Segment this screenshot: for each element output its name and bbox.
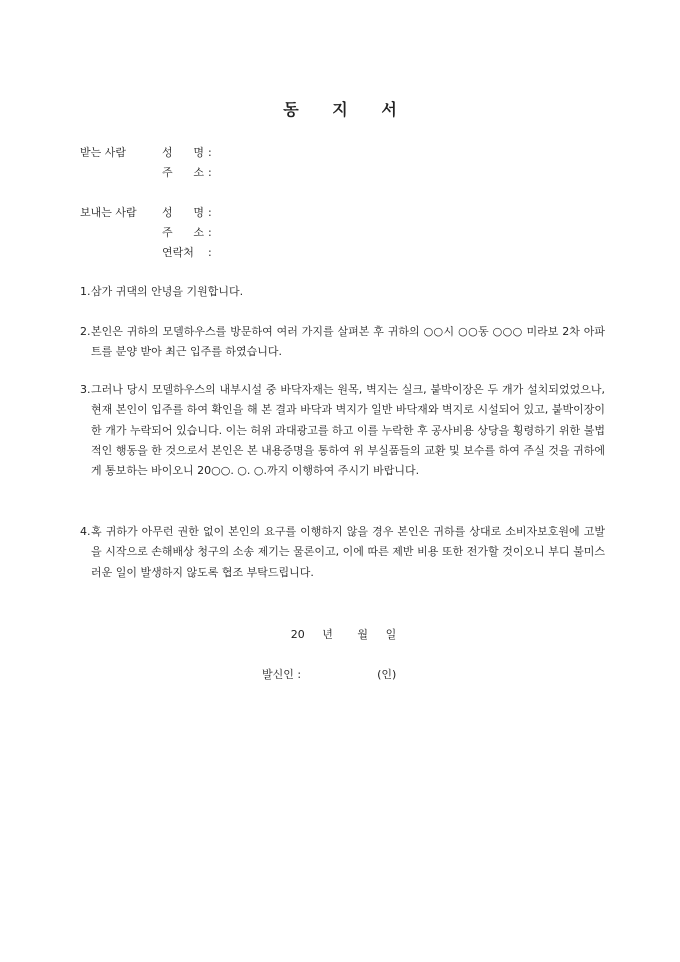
title-char: 지 [332,100,348,119]
recipient-address-row [162,164,212,182]
field-label: 성 명 [162,206,204,219]
paragraph-4 [80,522,605,583]
paragraph-1 [80,282,605,302]
date-year-value: 20 [290,628,305,641]
sender-role: 보내는 사람 [80,206,137,219]
paragraph-text: 그러나 당시 모델하우스의 내부시설 중 바닥자재는 원목, 벽지는 실크, 붙박이장은 두 개가 설치되었었으나, 현재 본인이 입주를 하여 확인을 해 본 결과 바닥과 벽지가 일반 바닥재와 벽지로 시설되어 있고, 붙박이장이 한 개가 누락되어 있습니다. 이는 허위 과대광고를 하고 이를 누락한 후 공사비용 상당을 횡령하기 위한 불법적인 행동을 한 것으로서 본인은 본 내용증명을 통하여 위 부실품들의 교환 및 보수를 하여 주실 것을 귀하에게 통보하는 바이오니 20○○. ○. ○.까지 이행하여 주시기 바랍니다. [91,383,605,478]
sender-address-row [162,224,212,242]
paragraph-3 [80,380,605,481]
field-label: 연락처 [162,246,194,259]
date-year-unit: 년 [322,628,333,641]
title-char: 동 [283,100,299,119]
field-colon: : [208,146,212,159]
paragraph-text: 본인은 귀하의 모델하우스를 방문하여 여러 가지를 살펴본 후 귀하의 ○○시 ○○동 ○○○ 미라보 2차 아파트를 분양 받아 최근 입주를 하였습니다. [91,325,605,359]
recipient-role: 받는 사람 [80,146,127,159]
paragraph-number: 1. [80,285,91,298]
field-label: 주 소 [162,226,204,239]
recipient-name-row [162,144,212,162]
signature-line [262,666,396,682]
paragraph-number: 3. [80,383,91,396]
date-year [284,626,340,642]
field-colon: : [208,166,212,179]
field-colon: : [208,246,212,259]
paragraph-2 [80,322,605,363]
paragraph-number: 4. [80,525,91,538]
signature-label: 발신인 : [262,668,302,681]
date-line [0,626,680,642]
field-label: 주 소 [162,166,204,179]
paragraph-text: 혹 귀하가 아무런 권한 없이 본인의 요구를 이행하지 않을 경우 본인은 귀하를 상대로 소비자보호원에 고발을 시작으로 손해배상 청구의 소송 제기는 물론이고, 이에 따른 제반 비용 또한 전가할 것이오니 부디 불미스러운 일이 발생하지 않도록 협조 부탁드립니다. [91,525,605,579]
field-colon: : [208,206,212,219]
paragraph-number: 2. [80,325,91,338]
sender-name-row [162,204,212,222]
seal-mark: (인) [377,668,397,681]
field-colon: : [208,226,212,239]
paragraph-text: 삼가 귀댁의 안녕을 기원합니다. [91,285,244,298]
title-char: 서 [381,100,397,119]
sender-contact-row [162,244,212,262]
date-day: 일 [385,628,397,641]
field-label: 성 명 [162,146,204,159]
document-title [0,97,680,120]
date-month: 월 [357,628,369,641]
